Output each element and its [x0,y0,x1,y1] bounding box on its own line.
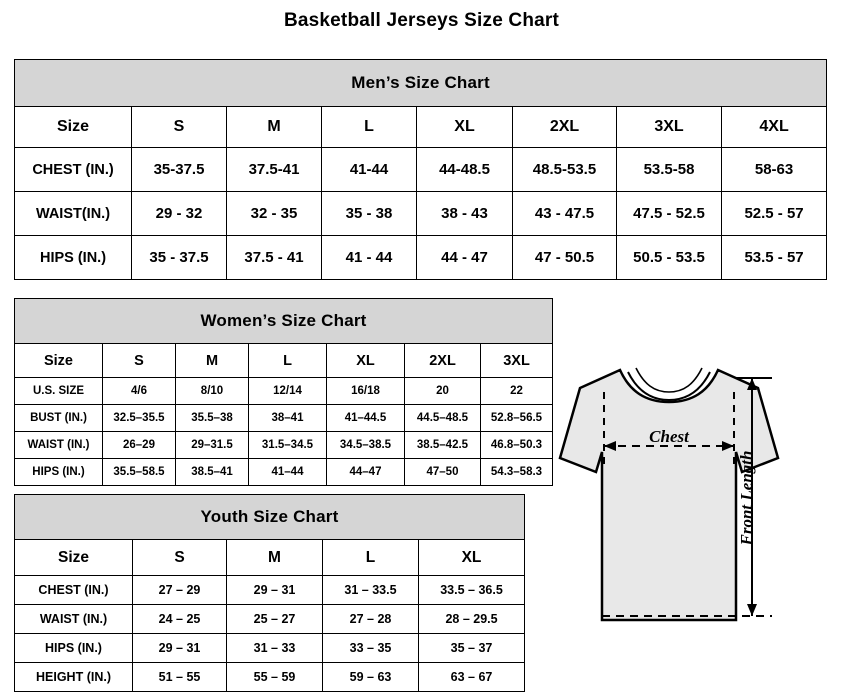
womens-header-row [15,344,553,378]
mens-cell: 47 - 50.5 [513,236,617,280]
table-row [15,148,827,192]
womens-cell: 41–44.5 [327,405,405,432]
youth-cell: 55 – 59 [227,663,323,692]
youth-header-row [15,540,525,576]
jersey-illustration [540,330,840,670]
womens-cell: 4/6 [103,378,176,405]
mens-cell: 37.5-41 [227,148,322,192]
youth-cell: 31 – 33.5 [323,576,419,605]
youth-cell: 29 – 31 [227,576,323,605]
table-row [15,378,553,405]
mens-size-chart-table [14,59,827,280]
youth-header-cell: S [133,540,227,576]
youth-header-cell: Size [15,540,133,576]
womens-cell: 47–50 [405,459,481,486]
jersey-measurement-diagram [540,330,840,670]
youth-header-cell: L [323,540,419,576]
mens-header-cell: XL [417,107,513,148]
table-row [15,605,525,634]
youth-cell: 25 – 27 [227,605,323,634]
womens-cell: 38.5–42.5 [405,432,481,459]
youth-row-label: HEIGHT (IN.) [15,663,133,692]
mens-cell: 48.5-53.5 [513,148,617,192]
mens-header-cell: L [322,107,417,148]
mens-cell: 47.5 - 52.5 [617,192,722,236]
womens-cell: 41–44 [249,459,327,486]
womens-chart-caption: Women’s Size Chart [15,299,553,344]
womens-cell: 26–29 [103,432,176,459]
table-row [15,634,525,663]
womens-header-cell: XL [327,344,405,378]
womens-size-chart-table [14,298,553,486]
youth-cell: 35 – 37 [419,634,525,663]
mens-cell: 44 - 47 [417,236,513,280]
womens-cell: 35.5–58.5 [103,459,176,486]
youth-cell: 27 – 28 [323,605,419,634]
womens-cell: 16/18 [327,378,405,405]
jersey-collar-band [636,368,702,392]
womens-cell: 38.5–41 [176,459,249,486]
womens-row-label: U.S. SIZE [15,378,103,405]
table-row [15,192,827,236]
youth-row-label: CHEST (IN.) [15,576,133,605]
table-row [15,459,553,486]
womens-header-cell: Size [15,344,103,378]
table-row [15,576,525,605]
womens-cell: 29–31.5 [176,432,249,459]
mens-header-cell: Size [15,107,132,148]
mens-cell: 35 - 38 [322,192,417,236]
youth-cell: 27 – 29 [133,576,227,605]
front-length-label: Front Length [737,450,756,546]
womens-cell: 31.5–34.5 [249,432,327,459]
mens-header-cell: 4XL [722,107,827,148]
youth-cell: 29 – 31 [133,634,227,663]
mens-row-label: WAIST(IN.) [15,192,132,236]
mens-chart-caption: Men’s Size Chart [15,60,827,107]
youth-row-label: HIPS (IN.) [15,634,133,663]
mens-cell: 52.5 - 57 [722,192,827,236]
mens-row-label: CHEST (IN.) [15,148,132,192]
table-row [15,405,553,432]
mens-cell: 38 - 43 [417,192,513,236]
womens-cell: 32.5–35.5 [103,405,176,432]
table-row [15,236,827,280]
womens-cell: 38–41 [249,405,327,432]
womens-cell: 22 [481,378,553,405]
mens-cell: 53.5-58 [617,148,722,192]
youth-header-cell: XL [419,540,525,576]
womens-header-cell: L [249,344,327,378]
youth-cell: 63 – 67 [419,663,525,692]
womens-cell: 52.8–56.5 [481,405,553,432]
mens-cell: 35-37.5 [132,148,227,192]
front-length-arrow-down-icon [747,604,757,616]
womens-row-label: WAIST (IN.) [15,432,103,459]
table-row [15,432,553,459]
youth-cell: 28 – 29.5 [419,605,525,634]
mens-header-cell: 3XL [617,107,722,148]
womens-cell: 35.5–38 [176,405,249,432]
mens-cell: 44-48.5 [417,148,513,192]
womens-header-cell: 3XL [481,344,553,378]
mens-header-cell: S [132,107,227,148]
mens-caption-row [15,60,827,107]
womens-cell: 46.8–50.3 [481,432,553,459]
womens-cell: 44–47 [327,459,405,486]
womens-row-label: BUST (IN.) [15,405,103,432]
womens-header-cell: M [176,344,249,378]
womens-cell: 20 [405,378,481,405]
youth-cell: 33.5 – 36.5 [419,576,525,605]
mens-cell: 37.5 - 41 [227,236,322,280]
mens-header-cell: 2XL [513,107,617,148]
mens-row-label: HIPS (IN.) [15,236,132,280]
youth-caption-row [15,495,525,540]
mens-cell: 29 - 32 [132,192,227,236]
womens-caption-row [15,299,553,344]
mens-cell: 53.5 - 57 [722,236,827,280]
mens-cell: 58-63 [722,148,827,192]
mens-cell: 41-44 [322,148,417,192]
mens-cell: 32 - 35 [227,192,322,236]
youth-header-cell: M [227,540,323,576]
mens-cell: 35 - 37.5 [132,236,227,280]
youth-cell: 24 – 25 [133,605,227,634]
youth-cell: 31 – 33 [227,634,323,663]
mens-cell: 41 - 44 [322,236,417,280]
mens-cell: 43 - 47.5 [513,192,617,236]
womens-header-cell: 2XL [405,344,481,378]
youth-cell: 51 – 55 [133,663,227,692]
youth-row-label: WAIST (IN.) [15,605,133,634]
womens-row-label: HIPS (IN.) [15,459,103,486]
chest-label: Chest [649,427,689,446]
womens-cell: 8/10 [176,378,249,405]
mens-cell: 50.5 - 53.5 [617,236,722,280]
womens-header-cell: S [103,344,176,378]
womens-cell: 34.5–38.5 [327,432,405,459]
page-title: Basketball Jerseys Size Chart [283,10,560,31]
youth-chart-caption: Youth Size Chart [15,495,525,540]
womens-cell: 44.5–48.5 [405,405,481,432]
youth-cell: 59 – 63 [323,663,419,692]
womens-cell: 12/14 [249,378,327,405]
table-row [15,663,525,692]
womens-cell: 54.3–58.3 [481,459,553,486]
mens-header-cell: M [227,107,322,148]
mens-header-row [15,107,827,148]
youth-cell: 33 – 35 [323,634,419,663]
youth-size-chart-table [14,494,525,692]
